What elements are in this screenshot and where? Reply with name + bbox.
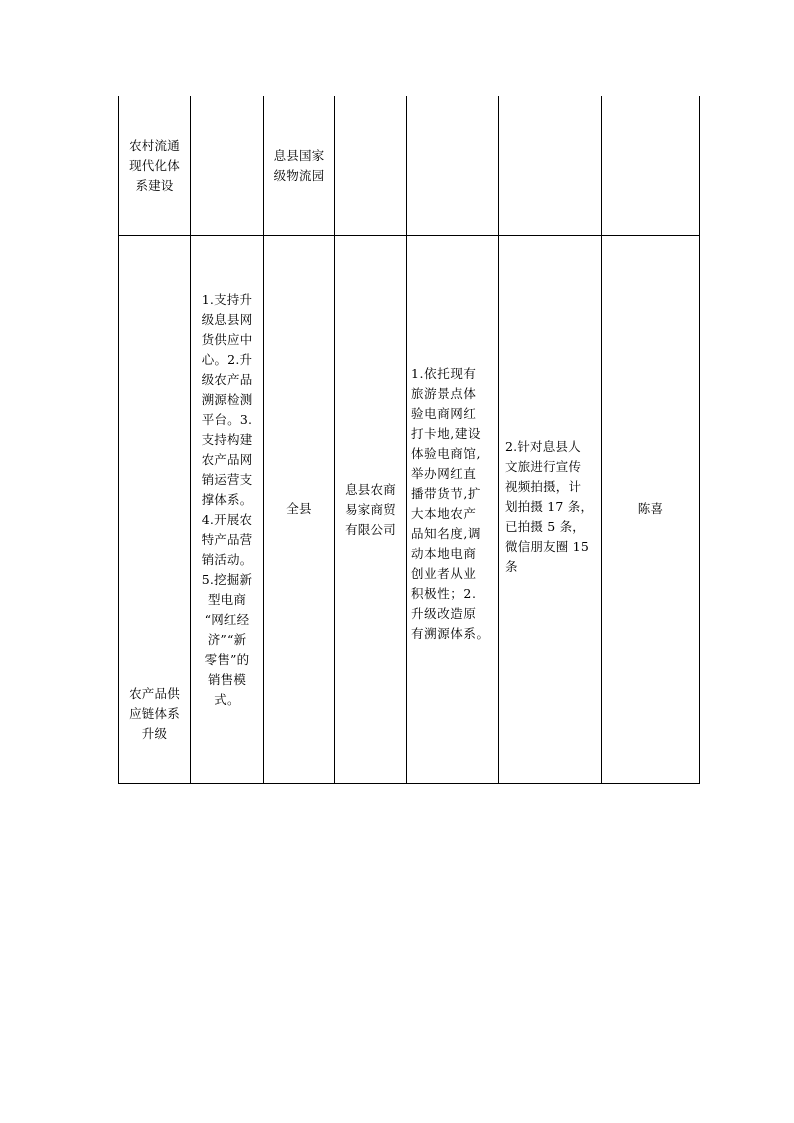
- table-column-divider: [498, 96, 499, 784]
- table-border-left: [118, 96, 119, 784]
- row2-content-cell: 1.支持升 级息县网 货供应中 心。2.升 级农产品 溯源检测 平台。3. 支持构建 农产品网 销运营支 撑体系。 4.开展农 特产品营 销活动。 5.挖掘新 型电商 “网红经 济”“新 零售”的 销售模 式。: [201, 292, 253, 707]
- row1-location-cell: 息县国家 级物流园: [273, 148, 325, 183]
- table-column-divider: [334, 96, 335, 784]
- table-column-divider: [263, 96, 264, 784]
- table-border-bottom: [118, 783, 700, 784]
- row2-unit-cell: 息县农商 易家商贸 有限公司: [345, 482, 396, 537]
- row2-location-cell: 全县: [286, 501, 312, 516]
- row2-measures-cell: 1.依托现有 旅游景点体 验电商网红 打卡地,建设 体验电商馆, 举办网红直 播带货节,扩 大本地农产 品知名度,调 动本地电商 创业者从业 积极性；2. 升级改造原 有溯源体系。: [411, 366, 490, 641]
- table-row-divider: [118, 235, 700, 236]
- table-column-divider: [406, 96, 407, 784]
- row2-person-cell: 陈喜: [637, 501, 664, 516]
- table-column-divider: [601, 96, 602, 784]
- row1-category-cell: 农村流通 现代化体 系建设: [129, 138, 180, 193]
- table-column-divider: [190, 96, 191, 784]
- row2-progress-cell: 2.针对息县人 文旅进行宣传 视频拍摄，计 划拍摄 17 条， 已拍摄 5 条， 微信朋友圈 15 条: [505, 439, 594, 574]
- row2-category-cell: 农产品供 应链体系 升级: [129, 686, 180, 741]
- table-border-right: [699, 96, 700, 784]
